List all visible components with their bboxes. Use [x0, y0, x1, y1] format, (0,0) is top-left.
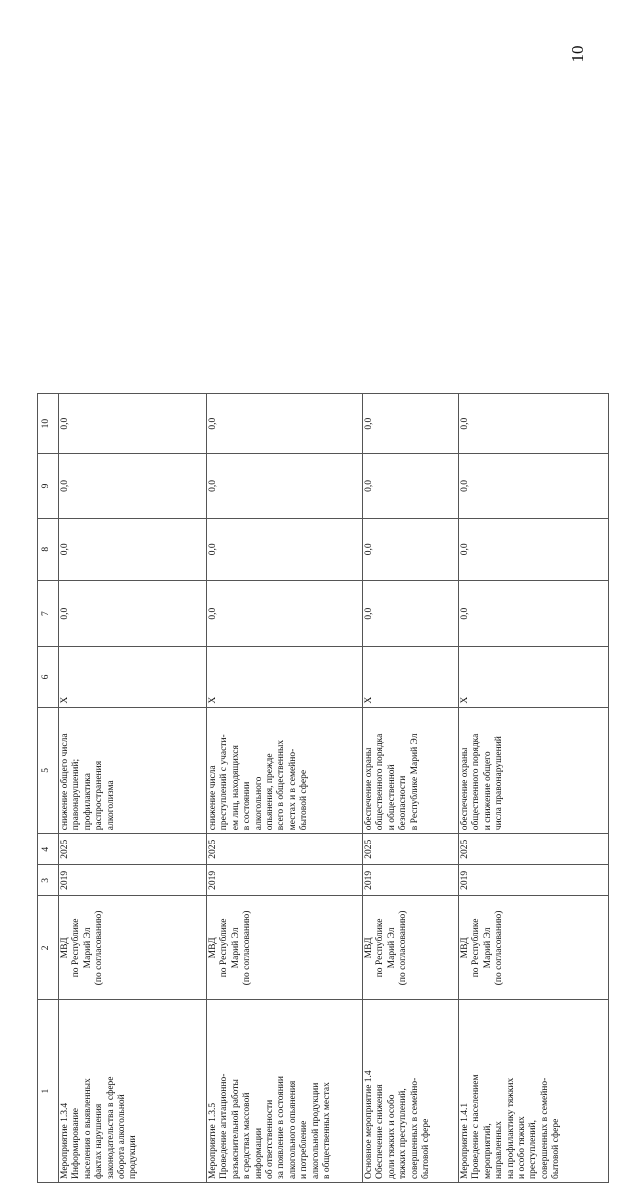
cell-col-7: 0,0	[59, 580, 207, 646]
cell-col-7: 0,0	[363, 580, 459, 646]
cell-line: по Республике	[219, 918, 230, 978]
cell-line: в Республике Марий Эл	[409, 733, 420, 831]
cell-col-3: 2019	[207, 865, 363, 896]
cell-line: МВД	[364, 937, 374, 959]
cell-line: Проведение агитационно-	[219, 1073, 230, 1179]
cell-col-6: X	[207, 647, 363, 707]
header-cell: 2	[38, 896, 59, 1000]
cell-line: об ответственности	[264, 1099, 275, 1179]
cell-col-7: 0,0	[207, 580, 363, 646]
cell-line: и особо тяжких	[516, 1116, 527, 1179]
cell-line: Марий Эл	[82, 927, 93, 969]
cell-line: преступлений с участи-	[219, 734, 230, 831]
table-body	[59, 394, 609, 1183]
cell-col-2	[59, 896, 207, 1000]
table-row	[207, 394, 363, 1183]
cell-line: МВД	[60, 937, 70, 959]
cell-line: в состоянии	[242, 781, 253, 831]
cell-col-3: 2019	[363, 865, 459, 896]
cell-line: общественного порядка	[375, 733, 386, 831]
cell-line: (по согласованию)	[94, 910, 105, 986]
cell-line: на профилактику тяжких	[505, 1077, 516, 1179]
cell-line: и общественной	[386, 764, 397, 831]
header-cell: 3	[38, 865, 59, 896]
table-row	[59, 394, 207, 1183]
cell-line: (по согласованию)	[494, 910, 505, 986]
cell-line: числа правонарушений	[494, 736, 505, 831]
header-cell: 5	[38, 707, 59, 834]
cell-line: направленных	[494, 1121, 505, 1179]
cell-line: правонарушений;	[71, 758, 82, 831]
cell-line: (по согласованию)	[398, 910, 409, 986]
cell-col-9: 0,0	[207, 454, 363, 518]
cell-col-8: 0,0	[59, 518, 207, 580]
cell-col-5	[59, 707, 207, 834]
cell-col-10: 0,0	[207, 394, 363, 454]
cell-col-2	[363, 896, 459, 1000]
cell-line: по Республике	[471, 918, 482, 978]
cell-col-4: 2025	[59, 834, 207, 865]
cell-col-8: 0,0	[207, 518, 363, 580]
cell-col-6: X	[59, 647, 207, 707]
cell-col-9: 0,0	[59, 454, 207, 518]
cell-line: фактах нарушения	[94, 1103, 105, 1179]
header-cell: 9	[38, 454, 59, 518]
cell-line: Мероприятие 1.3.5	[208, 1102, 218, 1179]
cell-col-3: 2019	[59, 865, 207, 896]
cell-line: опьянения, прежде	[264, 753, 275, 831]
cell-line: местах и в семейно-	[287, 748, 298, 831]
cell-col-1	[459, 1000, 609, 1183]
cell-line: Обеспечение снижения	[375, 1084, 386, 1179]
header-cell: 6	[38, 647, 59, 707]
cell-col-10: 0,0	[59, 394, 207, 454]
cell-col-1	[59, 1000, 207, 1183]
cell-line: Основное мероприятие 1.4	[364, 1070, 374, 1179]
cell-line: и снижение общего	[482, 751, 493, 831]
cell-line: доли тяжких и особо	[386, 1094, 397, 1179]
cell-line: законодательства в сфере	[105, 1076, 116, 1179]
table-row	[459, 394, 609, 1183]
cell-col-8: 0,0	[363, 518, 459, 580]
cell-line: профилактика	[82, 773, 93, 831]
cell-col-3: 2019	[459, 865, 609, 896]
header-cell: 8	[38, 518, 59, 580]
cell-line: МВД	[208, 937, 218, 959]
cell-line: совершенных в семейно-	[539, 1077, 550, 1179]
cell-line: снижение общего числа	[60, 733, 70, 831]
header-cell: 1	[38, 1000, 59, 1183]
cell-line: Марий Эл	[482, 927, 493, 969]
cell-line: алкоголизма	[105, 780, 116, 831]
cell-line: Марий Эл	[386, 927, 397, 969]
cell-line: по Республике	[71, 918, 82, 978]
cell-col-9: 0,0	[363, 454, 459, 518]
header-row	[38, 394, 59, 1183]
header-cell: 10	[38, 394, 59, 454]
cell-line: обеспечение охраны	[364, 747, 374, 831]
cell-line: алкогольной продукции	[310, 1082, 321, 1179]
cell-line: бытовой сфере	[299, 769, 310, 831]
cell-line: мероприятий,	[482, 1123, 493, 1179]
cell-col-4: 2025	[363, 834, 459, 865]
table-row	[363, 394, 459, 1183]
cell-line: за появление в состоянии	[276, 1076, 287, 1179]
cell-col-6: X	[363, 647, 459, 707]
cell-line: ем лиц, находящихся	[230, 745, 241, 831]
cell-line: оборота алкогольной	[116, 1094, 127, 1179]
cell-line: в общественных местах	[321, 1082, 332, 1179]
rotated-table-container	[37, 393, 639, 1183]
cell-line: обеспечение охраны	[460, 747, 470, 831]
cell-line: Мероприятие 1.4.1	[460, 1102, 470, 1179]
cell-col-7: 0,0	[459, 580, 609, 646]
cell-line: Проведение с населением	[471, 1074, 482, 1179]
cell-col-5	[207, 707, 363, 834]
cell-line: Марий Эл	[230, 927, 241, 969]
cell-col-10: 0,0	[363, 394, 459, 454]
cell-line: преступлений,	[528, 1120, 539, 1179]
cell-line: совершенных в семейно-	[409, 1077, 420, 1179]
cell-line: бытовой сфере	[551, 1118, 562, 1179]
program-measures-table	[37, 393, 609, 1183]
cell-line: общественного порядка	[471, 733, 482, 831]
cell-line: алкогольного опьянения	[287, 1080, 298, 1179]
cell-line: Информирование	[71, 1107, 82, 1179]
cell-col-2	[207, 896, 363, 1000]
cell-line: распространения	[94, 760, 105, 831]
cell-line: в средствах массовой	[242, 1092, 253, 1179]
cell-line: МВД	[460, 937, 470, 959]
cell-line: информации	[253, 1127, 264, 1179]
cell-line: всего в общественных	[276, 739, 287, 831]
cell-col-2	[459, 896, 609, 1000]
cell-col-4: 2025	[459, 834, 609, 865]
page-number: 10	[568, 45, 587, 63]
cell-col-1	[207, 1000, 363, 1183]
cell-col-4: 2025	[207, 834, 363, 865]
cell-col-8: 0,0	[459, 518, 609, 580]
cell-line: Мероприятие 1.3.4	[60, 1102, 70, 1179]
header-cell: 4	[38, 834, 59, 865]
cell-col-5	[363, 707, 459, 834]
cell-col-9: 0,0	[459, 454, 609, 518]
cell-col-1	[363, 1000, 459, 1183]
cell-line: разъяснительной работы	[230, 1079, 241, 1179]
cell-col-5	[459, 707, 609, 834]
cell-line: населения о выявленных	[82, 1078, 93, 1179]
cell-line: тяжких преступлений,	[398, 1088, 409, 1179]
cell-line: по Республике	[375, 918, 386, 978]
cell-col-10: 0,0	[459, 394, 609, 454]
cell-line: безопасности	[398, 775, 409, 831]
cell-line: и потребление	[299, 1120, 310, 1179]
cell-line: бытовой сфере	[420, 1118, 431, 1179]
cell-line: (по согласованию)	[242, 910, 253, 986]
header-cell: 7	[38, 580, 59, 646]
cell-line: алкогольного	[253, 776, 264, 831]
cell-col-6: X	[459, 647, 609, 707]
cell-line: снижение числа	[208, 765, 218, 831]
cell-line: продукции	[128, 1135, 139, 1179]
